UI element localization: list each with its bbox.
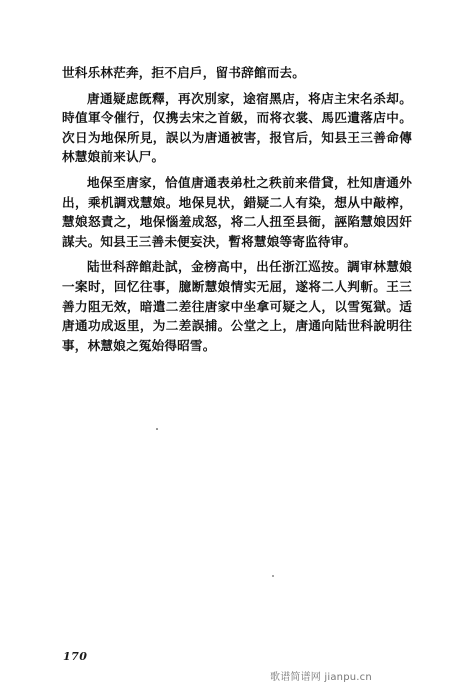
paragraph-1: 世科乐林茫奔，拒不启戶，留书辞館而去。 bbox=[62, 65, 306, 80]
paragraph-3: 地保至唐家，恰值唐通表弟杜之秩前来借貸，杜知唐通外出，乘机調戏慧娘。地保見状，錯疑二人有染，想从中敲榨，慧娘怒責之，地保惱羞成怒，将二人扭至县衙，誣陷慧娘因奸謀夫。知县王三善未便妄決，暫将慧娘等寄监待审。 bbox=[62, 174, 412, 249]
body-text bbox=[62, 63, 412, 361]
page-number: 170 bbox=[63, 650, 88, 663]
paragraph-4: 陆世科辞館赴試，金榜高中，出任浙江巡按。調审林慧娘一案时，回忆往事，臆断慧娘情实无屈，遂将二人判斬。王三善力阻无效，暗遣二差往唐家中坐拿可疑之人，以雪冤獄。适唐通功成返里，为二差誤捕。公堂之上，唐通向陆世科說明往事，林慧娘之冤始得昭雪。 bbox=[62, 259, 412, 353]
paragraph-2: 唐通疑虑旣釋，再次別家，途宿黑店，将店主宋名杀却。時值軍令催行，仅携去宋之首級，而将衣裳、馬匹遺落店中。次日为地保所見，誤以为唐通被害，报官后，知县王三善命傳林慧娘前来认尸。 bbox=[62, 90, 412, 165]
scan-speck bbox=[272, 575, 274, 577]
scan-speck bbox=[156, 428, 158, 430]
site-watermark: 歌谱简谱网 jianpu.cn bbox=[270, 672, 372, 683]
